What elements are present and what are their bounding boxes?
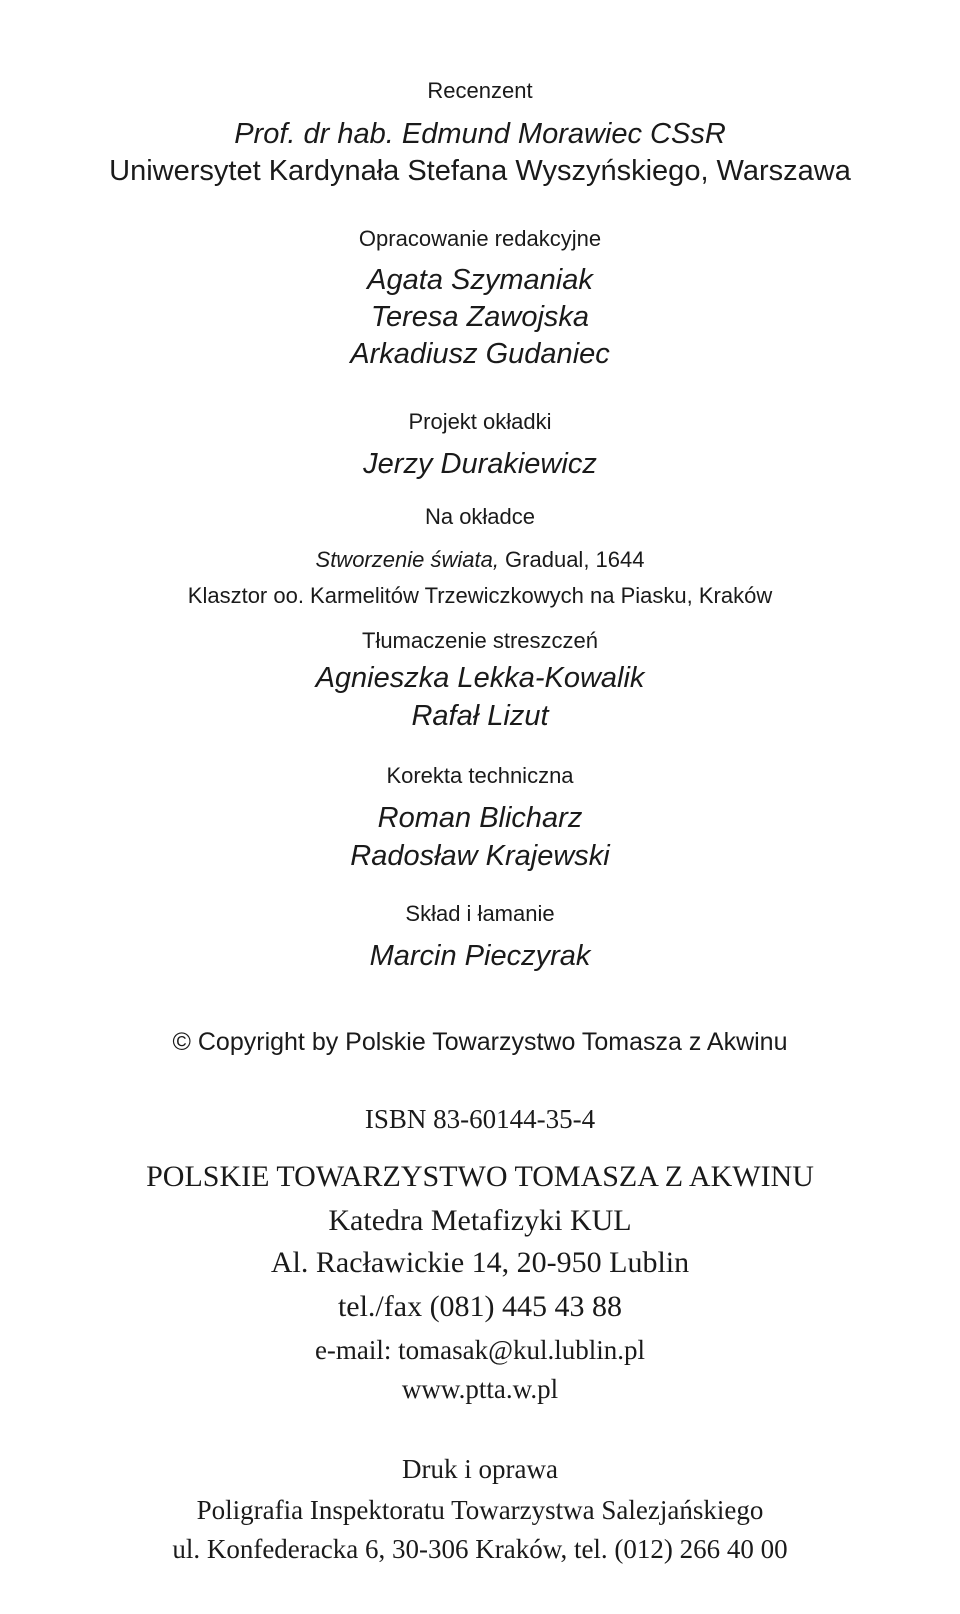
translation-label: Tłumaczenie streszczeń <box>362 628 598 653</box>
technical-editor-name: Radosław Krajewski <box>350 840 610 872</box>
cover-image-label: Na okładce <box>424 504 536 529</box>
editor-name: Teresa Zawojska <box>370 301 590 333</box>
technical-editor-name: Roman Blicharz <box>377 802 583 834</box>
reviewer-name: Prof. dr hab. Edmund Morawiec CSsR <box>234 118 726 150</box>
publisher-department: Katedra Metafizyki KUL <box>328 1204 632 1237</box>
cover-design-label: Projekt okładki <box>408 409 552 434</box>
isbn: ISBN 83-60144-35-4 <box>364 1104 596 1134</box>
publisher-email: e-mail: tomasak@kul.lublin.pl <box>314 1335 646 1365</box>
printing-label: Druk i oprawa <box>402 1454 558 1484</box>
editor-name: Agata Szymaniak <box>367 264 593 296</box>
publisher-address: Al. Racławickie 14, 20-950 Lublin <box>270 1246 690 1279</box>
cover-image-location: Klasztor oo. Karmelitów Trzewiczkowych na Piasku, Kraków <box>187 583 773 608</box>
cover-image-caption <box>0 549 960 571</box>
cover-image-title: Stworzenie świata, <box>315 547 499 572</box>
editorial-label: Opracowanie redakcyjne <box>358 226 602 251</box>
typesetter-name: Marcin Pieczyrak <box>369 940 591 972</box>
typesetting-label: Skład i łamanie <box>405 901 555 926</box>
reviewer-label: Recenzent <box>427 78 533 103</box>
cover-image-source: Gradual, 1644 <box>498 547 645 572</box>
reviewer-affiliation: Uniwersytet Kardynała Stefana Wyszyńskiego, Warszawa <box>109 155 851 187</box>
publisher-phone: tel./fax (081) 445 43 88 <box>337 1290 623 1323</box>
printing-company: Poligrafia Inspektoratu Towarzystwa Salezjańskiego <box>196 1495 764 1525</box>
translator-name: Rafał Lizut <box>411 700 549 732</box>
technical-label: Korekta techniczna <box>386 763 574 788</box>
cover-designer-name: Jerzy Durakiewicz <box>363 448 597 480</box>
publisher-name: POLSKIE TOWARZYSTWO TOMASZA Z AKWINU <box>146 1160 814 1193</box>
editor-name: Arkadiusz Gudaniec <box>350 338 610 370</box>
copyright-notice: © Copyright by Polskie Towarzystwo Tomasza z Akwinu <box>172 1028 788 1056</box>
printing-address: ul. Konfederacka 6, 30-306 Kraków, tel. (012) 266 40 00 <box>172 1534 788 1564</box>
translator-name: Agnieszka Lekka-Kowalik <box>315 662 645 694</box>
publisher-website: www.ptta.w.pl <box>401 1374 559 1404</box>
